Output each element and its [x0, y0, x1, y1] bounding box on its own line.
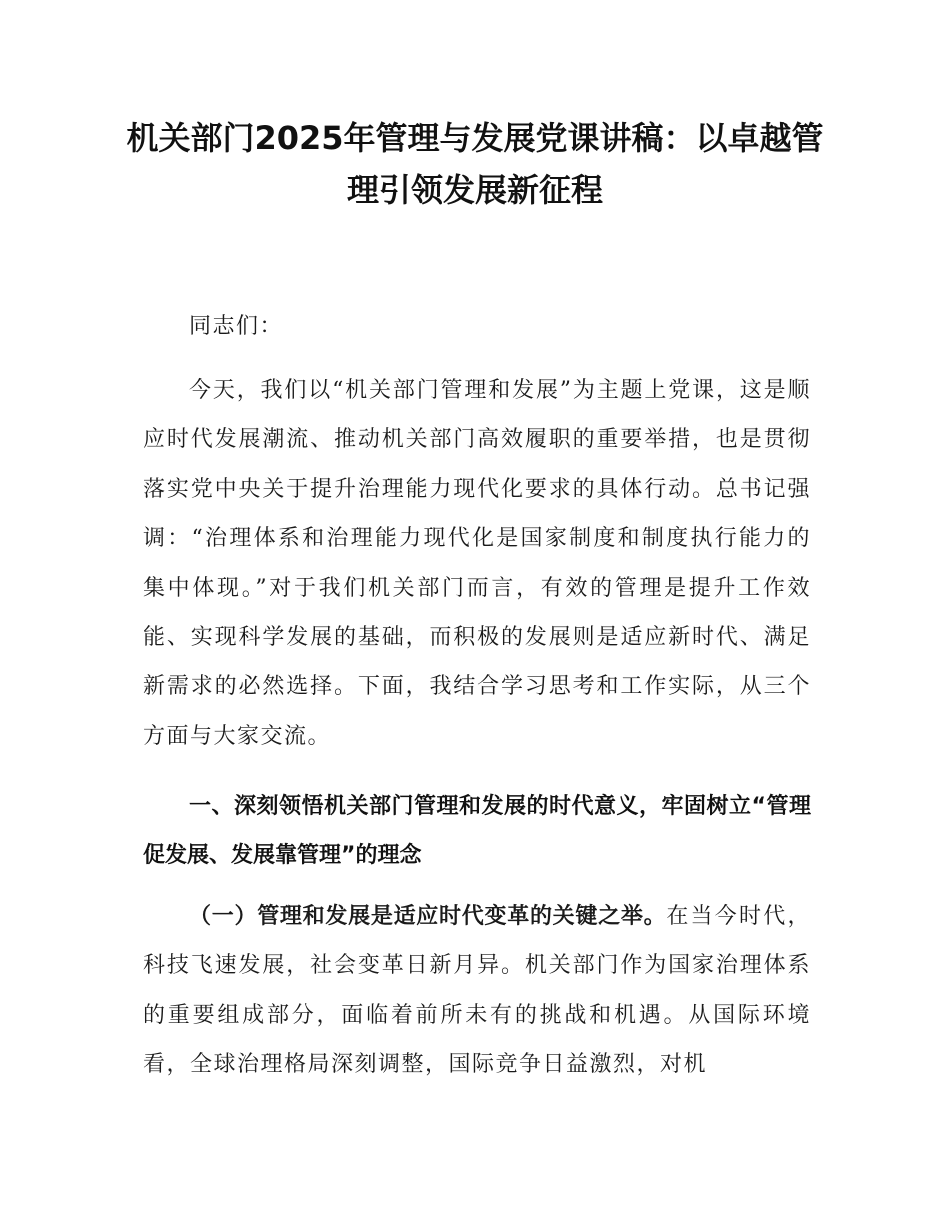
section-heading: 一、深刻领悟机关部门管理和发展的时代意义，牢固树立“管理促发展、发展靠管理”的理念: [143, 794, 811, 869]
subsection-lead: （一）管理和发展是适应时代变革的关键之举。: [189, 904, 667, 929]
salutation: 同志们：: [189, 314, 284, 339]
subsection-paragraph: [143, 892, 811, 1090]
subsection-text: 在当今时代，科技飞速发展，社会变革日新月异。机关部门作为国家治理体系的重要组成部分，面临着前所未有的挑战和机遇。从国际环境看，全球治理格局深刻调整，国际竞争日益激烈，对机: [143, 904, 811, 1078]
document-title: 机关部门2025年管理与发展党课讲稿：以卓越管理引领发展新征程: [126, 119, 824, 209]
intro-paragraph: 今天，我们以“机关部门管理和发展”为主题上党课，这是顺应时代发展潮流、推动机关部门高效履职的重要举措，也是贯彻落实党中央关于提升治理能力现代化要求的具体行动。总书记强调：“治理体系和治理能力现代化是国家制度和制度执行能力的集中体现。”对于我们机关部门而言，有效的管理是提升工作效能、实现科学发展的基础，而积极的发展则是适应新时代、满足新需求的必然选择。下面，我结合学习思考和工作实际，从三个方面与大家交流。: [143, 378, 811, 749]
